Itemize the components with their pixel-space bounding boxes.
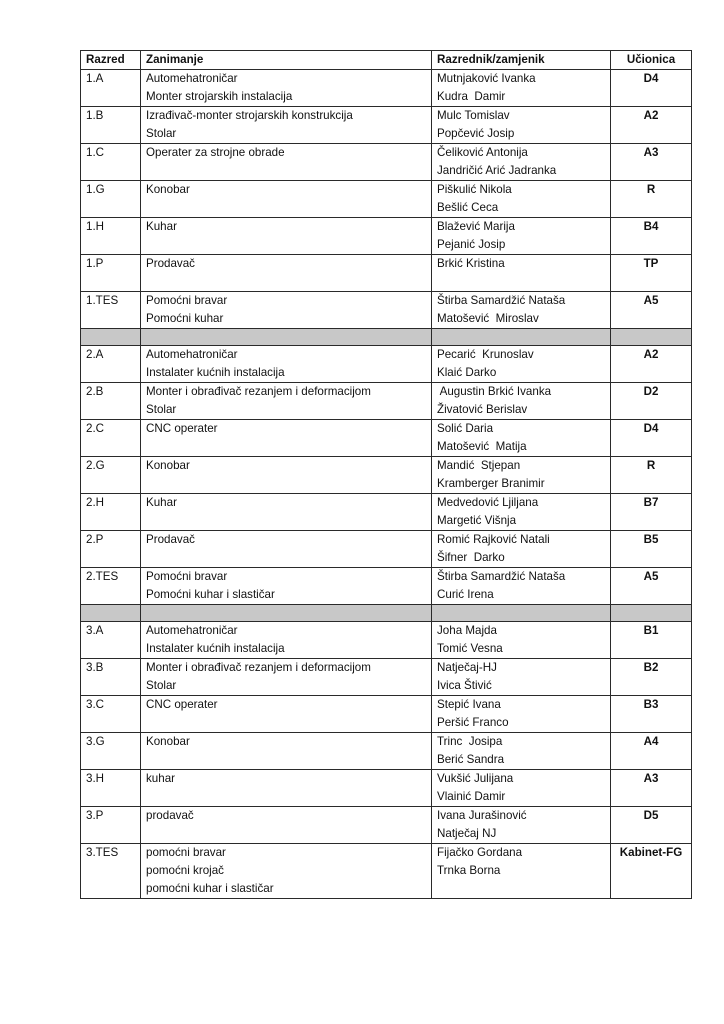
cell-zanimanje xyxy=(141,70,432,107)
zanimanje-line: Konobar xyxy=(146,735,190,748)
razred-label: 1.C xyxy=(86,146,105,159)
zanimanje-line: CNC operater xyxy=(146,422,218,435)
razrednik-line: Jandričić Arić Jadranka xyxy=(437,164,557,177)
zanimanje-line: Monter i obrađivač rezanjem i deformacijom xyxy=(146,661,371,674)
cell-razred xyxy=(81,494,141,531)
cell-zanimanje xyxy=(141,531,432,568)
zanimanje-line: Automehatroničar xyxy=(146,72,238,85)
zanimanje-line: pomoćni krojač xyxy=(146,864,224,877)
razrednik-line: Piškulić Nikola xyxy=(437,183,512,196)
ucionica-label: D5 xyxy=(643,809,659,822)
razrednik-line: Čeliković Antonija xyxy=(437,146,528,159)
separator-cell xyxy=(81,605,141,622)
cell-razred xyxy=(81,218,141,255)
table-row xyxy=(81,568,692,605)
cell-razrednik xyxy=(432,622,611,659)
cell-zanimanje xyxy=(141,420,432,457)
ucionica-label: A2 xyxy=(643,348,659,361)
table-row xyxy=(81,770,692,807)
empty-line xyxy=(146,825,431,843)
razrednik-line: Mutnjaković Ivanka xyxy=(437,72,536,85)
cell-ucionica xyxy=(611,218,692,255)
razrednik-line: Vukšić Julijana xyxy=(437,772,514,785)
separator-cell xyxy=(141,329,432,346)
cell-zanimanje xyxy=(141,383,432,420)
empty-line xyxy=(146,273,431,291)
table-row xyxy=(81,107,692,144)
table-row xyxy=(81,255,692,292)
cell-ucionica xyxy=(611,807,692,844)
razrednik-line: Natječaj NJ xyxy=(437,827,497,840)
table-row xyxy=(81,622,692,659)
cell-ucionica xyxy=(611,144,692,181)
cell-ucionica xyxy=(611,494,692,531)
ucionica-label: B7 xyxy=(643,496,659,509)
ucionica-label: R xyxy=(646,183,656,196)
cell-razrednik xyxy=(432,494,611,531)
razrednik-line: Popčević Josip xyxy=(437,127,515,140)
table-row xyxy=(81,696,692,733)
cell-razred xyxy=(81,383,141,420)
separator-cell xyxy=(81,329,141,346)
cell-zanimanje xyxy=(141,622,432,659)
zanimanje-line: Pomoćni kuhar i slastičar xyxy=(146,588,275,601)
cell-zanimanje xyxy=(141,107,432,144)
cell-razrednik xyxy=(432,107,611,144)
razrednik-line: Brkić Kristina xyxy=(437,257,505,270)
zanimanje-line: Pomoćni kuhar xyxy=(146,312,224,325)
razrednik-line: Živatović Berislav xyxy=(437,403,528,416)
cell-razrednik xyxy=(432,696,611,733)
zanimanje-line: Stolar xyxy=(146,679,177,692)
razred-label: 2.H xyxy=(86,496,105,509)
ucionica-label: B3 xyxy=(643,698,659,711)
razred-label: 3.A xyxy=(86,624,104,637)
cell-razred xyxy=(81,770,141,807)
separator-cell xyxy=(141,605,432,622)
cell-zanimanje xyxy=(141,807,432,844)
razred-label: 1.A xyxy=(86,72,104,85)
table-row xyxy=(81,218,692,255)
zanimanje-line: Prodavač xyxy=(146,533,195,546)
cell-razrednik xyxy=(432,733,611,770)
cell-ucionica xyxy=(611,733,692,770)
table-row xyxy=(81,733,692,770)
razred-label: 1.P xyxy=(86,257,104,270)
cell-razrednik xyxy=(432,531,611,568)
razrednik-line: Vlainić Damir xyxy=(437,790,506,803)
cell-razrednik xyxy=(432,568,611,605)
cell-ucionica xyxy=(611,622,692,659)
cell-zanimanje xyxy=(141,733,432,770)
razrednik-line: Kudra Damir xyxy=(437,90,506,103)
cell-razrednik xyxy=(432,292,611,329)
header-row xyxy=(81,51,692,70)
zanimanje-line: Kuhar xyxy=(146,220,177,233)
cell-ucionica xyxy=(611,107,692,144)
cell-zanimanje xyxy=(141,696,432,733)
razred-label: 2.G xyxy=(86,459,105,472)
cell-razred xyxy=(81,622,141,659)
ucionica-label: B5 xyxy=(643,533,659,546)
razred-label: 2.B xyxy=(86,385,104,398)
cell-ucionica xyxy=(611,659,692,696)
group-separator-row xyxy=(81,329,692,346)
table-row xyxy=(81,659,692,696)
razrednik-line: Natječaj-HJ xyxy=(437,661,497,674)
class-schedule-table xyxy=(80,50,692,899)
cell-zanimanje xyxy=(141,844,432,899)
razrednik-line: Pecarić Krunoslav xyxy=(437,348,534,361)
razrednik-line: Mandić Stjepan xyxy=(437,459,521,472)
empty-line xyxy=(146,512,431,530)
razred-label: 1.TES xyxy=(86,294,119,307)
zanimanje-line: Prodavač xyxy=(146,257,195,270)
cell-razred xyxy=(81,457,141,494)
razred-label: 2.TES xyxy=(86,570,119,583)
table-row xyxy=(81,844,692,899)
ucionica-label: D4 xyxy=(643,72,659,85)
cell-razrednik xyxy=(432,770,611,807)
cell-razrednik xyxy=(432,383,611,420)
razrednik-line: Matošević Miroslav xyxy=(437,312,539,325)
cell-razrednik xyxy=(432,144,611,181)
cell-ucionica xyxy=(611,420,692,457)
ucionica-label: A3 xyxy=(643,772,659,785)
cell-razred xyxy=(81,733,141,770)
razrednik-line: Margetić Višnja xyxy=(437,514,517,527)
razred-label: 3.B xyxy=(86,661,104,674)
cell-razred xyxy=(81,346,141,383)
cell-razrednik xyxy=(432,659,611,696)
table-row xyxy=(81,457,692,494)
cell-razred xyxy=(81,531,141,568)
table-body xyxy=(81,70,692,899)
cell-razrednik xyxy=(432,70,611,107)
razred-label: 1.H xyxy=(86,220,105,233)
cell-ucionica xyxy=(611,292,692,329)
razrednik-line: Ivica Štivić xyxy=(437,679,492,692)
razred-label: 2.C xyxy=(86,422,105,435)
razred-label: 3.C xyxy=(86,698,105,711)
ucionica-label: Kabinet-FG xyxy=(619,846,683,859)
razrednik-line: Curić Irena xyxy=(437,588,494,601)
table-row xyxy=(81,420,692,457)
zanimanje-line: prodavač xyxy=(146,809,194,822)
header-razred: Razred xyxy=(81,51,141,70)
cell-razrednik xyxy=(432,457,611,494)
empty-line xyxy=(146,475,431,493)
razrednik-line: Augustin Brkić Ivanka xyxy=(437,385,552,398)
zanimanje-line: Automehatroničar xyxy=(146,624,238,637)
razrednik-line: Trinc Josipa xyxy=(437,735,503,748)
empty-line xyxy=(146,714,431,732)
cell-zanimanje xyxy=(141,218,432,255)
razrednik-line: Peršić Franco xyxy=(437,716,509,729)
cell-razred xyxy=(81,292,141,329)
cell-ucionica xyxy=(611,70,692,107)
ucionica-label: D4 xyxy=(643,422,659,435)
cell-razred xyxy=(81,568,141,605)
razrednik-line: Matošević Matija xyxy=(437,440,527,453)
zanimanje-line: Konobar xyxy=(146,183,190,196)
empty-line xyxy=(146,751,431,769)
cell-zanimanje xyxy=(141,292,432,329)
empty-line xyxy=(146,788,431,806)
razrednik-line: Štirba Samardžić Nataša xyxy=(437,570,566,583)
separator-cell xyxy=(611,329,692,346)
empty-line xyxy=(146,162,431,180)
cell-razred xyxy=(81,420,141,457)
razred-label: 2.A xyxy=(86,348,104,361)
cell-razred xyxy=(81,807,141,844)
cell-ucionica xyxy=(611,568,692,605)
razrednik-line: Fijačko Gordana xyxy=(437,846,523,859)
cell-razred xyxy=(81,255,141,292)
cell-ucionica xyxy=(611,181,692,218)
table-row xyxy=(81,144,692,181)
ucionica-label: A3 xyxy=(643,146,659,159)
zanimanje-line: pomoćni kuhar i slastičar xyxy=(146,882,274,895)
cell-zanimanje xyxy=(141,659,432,696)
razred-label: 1.G xyxy=(86,183,105,196)
zanimanje-line: Konobar xyxy=(146,459,190,472)
header-zanimanje: Zanimanje xyxy=(141,51,432,70)
cell-razred xyxy=(81,70,141,107)
zanimanje-line: Kuhar xyxy=(146,496,177,509)
razred-label: 3.G xyxy=(86,735,105,748)
cell-ucionica xyxy=(611,844,692,899)
razrednik-line: Mulc Tomislav xyxy=(437,109,510,122)
razrednik-line: Medvedović Ljiljana xyxy=(437,496,539,509)
razrednik-line: Tomić Vesna xyxy=(437,642,503,655)
razrednik-line: Bešlić Ceca xyxy=(437,201,499,214)
ucionica-label: B4 xyxy=(643,220,659,233)
razrednik-line: Trnka Borna xyxy=(437,864,501,877)
cell-razrednik xyxy=(432,218,611,255)
razrednik-line: Solić Daria xyxy=(437,422,494,435)
separator-cell xyxy=(432,329,611,346)
cell-razred xyxy=(81,107,141,144)
ucionica-label: R xyxy=(646,459,656,472)
razrednik-line: Ivana Jurašinović xyxy=(437,809,527,822)
zanimanje-line: Instalater kućnih instalacija xyxy=(146,366,285,379)
table-row xyxy=(81,383,692,420)
separator-cell xyxy=(611,605,692,622)
ucionica-label: D2 xyxy=(643,385,659,398)
cell-razrednik xyxy=(432,181,611,218)
cell-ucionica xyxy=(611,383,692,420)
razrednik-line: Romić Rajković Natali xyxy=(437,533,550,546)
cell-zanimanje xyxy=(141,457,432,494)
cell-razrednik xyxy=(432,420,611,457)
cell-zanimanje xyxy=(141,181,432,218)
empty-line xyxy=(146,199,431,217)
ucionica-label: A4 xyxy=(643,735,659,748)
zanimanje-line: Monter strojarskih instalacija xyxy=(146,90,293,103)
group-separator-row xyxy=(81,605,692,622)
zanimanje-line: Pomoćni bravar xyxy=(146,294,228,307)
empty-line xyxy=(146,438,431,456)
razrednik-line: Joha Majda xyxy=(437,624,497,637)
separator-cell xyxy=(432,605,611,622)
table-row xyxy=(81,70,692,107)
zanimanje-line: Monter i obrađivač rezanjem i deformacijom xyxy=(146,385,371,398)
razrednik-line: Šifner Darko xyxy=(437,551,505,564)
razred-label: 3.H xyxy=(86,772,105,785)
cell-ucionica xyxy=(611,255,692,292)
ucionica-label: A2 xyxy=(643,109,659,122)
cell-ucionica xyxy=(611,346,692,383)
table-row xyxy=(81,346,692,383)
cell-ucionica xyxy=(611,531,692,568)
razred-label: 3.P xyxy=(86,809,104,822)
cell-razrednik xyxy=(432,255,611,292)
cell-razrednik xyxy=(432,346,611,383)
zanimanje-line: Operater za strojne obrade xyxy=(146,146,285,159)
cell-ucionica xyxy=(611,770,692,807)
razrednik-line: Blažević Marija xyxy=(437,220,515,233)
cell-razred xyxy=(81,181,141,218)
razrednik-line: Berić Sandra xyxy=(437,753,505,766)
zanimanje-line: Instalater kućnih instalacija xyxy=(146,642,285,655)
empty-line xyxy=(146,236,431,254)
table-row xyxy=(81,531,692,568)
table-row xyxy=(81,292,692,329)
razred-label: 1.B xyxy=(86,109,104,122)
razrednik-line: Pejanić Josip xyxy=(437,238,506,251)
header-ucionica: Učionica xyxy=(611,51,692,70)
zanimanje-line: Izrađivač-monter strojarskih konstrukcija xyxy=(146,109,353,122)
table-row xyxy=(81,181,692,218)
cell-zanimanje xyxy=(141,255,432,292)
razrednik-line: Štirba Samardžić Nataša xyxy=(437,294,566,307)
cell-razrednik xyxy=(432,807,611,844)
ucionica-label: TP xyxy=(643,257,659,270)
cell-ucionica xyxy=(611,457,692,494)
ucionica-label: A5 xyxy=(643,294,659,307)
cell-razred xyxy=(81,844,141,899)
zanimanje-line: CNC operater xyxy=(146,698,218,711)
ucionica-label: B1 xyxy=(643,624,659,637)
cell-razrednik xyxy=(432,844,611,899)
cell-zanimanje xyxy=(141,770,432,807)
razred-label: 2.P xyxy=(86,533,104,546)
zanimanje-line: pomoćni bravar xyxy=(146,846,226,859)
zanimanje-line: Stolar xyxy=(146,127,177,140)
ucionica-label: B2 xyxy=(643,661,659,674)
cell-zanimanje xyxy=(141,494,432,531)
table-row xyxy=(81,807,692,844)
razrednik-line: Stepić Ivana xyxy=(437,698,501,711)
razred-label: 3.TES xyxy=(86,846,119,859)
zanimanje-line: Pomoćni bravar xyxy=(146,570,228,583)
zanimanje-line: kuhar xyxy=(146,772,176,785)
header-razrednik: Razrednik/zamjenik xyxy=(432,51,611,70)
cell-zanimanje xyxy=(141,346,432,383)
cell-razred xyxy=(81,659,141,696)
empty-line xyxy=(146,549,431,567)
razrednik-line: Klaić Darko xyxy=(437,366,497,379)
cell-razred xyxy=(81,144,141,181)
zanimanje-line: Stolar xyxy=(146,403,177,416)
cell-razred xyxy=(81,696,141,733)
ucionica-label: A5 xyxy=(643,570,659,583)
table-row xyxy=(81,494,692,531)
razrednik-line: Kramberger Branimir xyxy=(437,477,545,490)
cell-zanimanje xyxy=(141,144,432,181)
zanimanje-line: Automehatroničar xyxy=(146,348,238,361)
cell-zanimanje xyxy=(141,568,432,605)
cell-ucionica xyxy=(611,696,692,733)
